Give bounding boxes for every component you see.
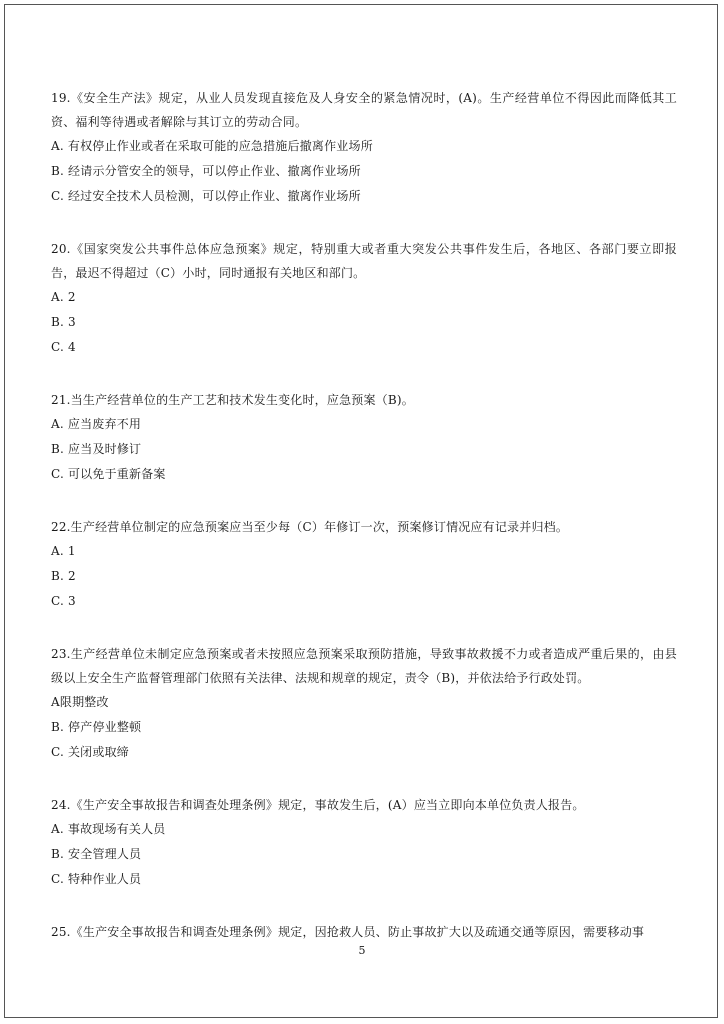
option-c: C. 关闭或取缔 bbox=[51, 745, 129, 759]
question-text: 21.当生产经营单位的生产工艺和技术发生变化时，应急预案（B)。 bbox=[51, 393, 414, 407]
option-a: A. 2 bbox=[51, 290, 76, 304]
option-c: C. 3 bbox=[51, 594, 76, 608]
question-24 bbox=[51, 793, 677, 892]
option-a: A限期整改 bbox=[51, 695, 109, 709]
question-22 bbox=[51, 515, 677, 614]
option-c: C. 经过安全技术人员检测，可以停止作业、撤离作业场所 bbox=[51, 189, 361, 203]
option-b: B. 停产停业整顿 bbox=[51, 720, 142, 734]
option-a: A. 事故现场有关人员 bbox=[51, 822, 166, 836]
option-a: A. 有权停止作业或者在采取可能的应急措施后撤离作业场所 bbox=[51, 139, 373, 153]
question-21 bbox=[51, 388, 677, 487]
document-body bbox=[51, 86, 677, 972]
option-b: B. 3 bbox=[51, 315, 76, 329]
option-b: B. 2 bbox=[51, 569, 76, 583]
question-23 bbox=[51, 642, 677, 765]
option-a: A. 1 bbox=[51, 544, 76, 558]
question-text: 20.《国家突发公共事件总体应急预案》规定，特别重大或者重大突发公共事件发生后，各地区、各部门要立即报告，最迟不得超过（C）小时，同时通报有关地区和部门。 bbox=[51, 242, 677, 280]
question-text: 24.《生产安全事故报告和调查处理条例》规定，事故发生后，(A）应当立即向本单位负责人报告。 bbox=[51, 798, 585, 812]
question-text: 25.《生产安全事故报告和调查处理条例》规定，因抢救人员、防止事故扩大以及疏通交通等原因，需要移动事 bbox=[51, 925, 645, 939]
page-number: 5 bbox=[358, 944, 366, 957]
option-b: B. 应当及时修订 bbox=[51, 442, 142, 456]
option-a: A. 应当废弃不用 bbox=[51, 417, 142, 431]
option-c: C. 特种作业人员 bbox=[51, 872, 142, 886]
question-text: 22.生产经营单位制定的应急预案应当至少每（C）年修订一次，预案修订情况应有记录并归档。 bbox=[51, 520, 569, 534]
question-20 bbox=[51, 237, 677, 360]
question-text: 19.《安全生产法》规定，从业人员发现直接危及人身安全的紧急情况时，(A)。生产经营单位不得因此而降低其工资、福利等待遇或者解除与其订立的劳动合同。 bbox=[51, 91, 677, 129]
question-19 bbox=[51, 86, 677, 209]
option-c: C. 可以免于重新备案 bbox=[51, 467, 166, 481]
option-b: B. 安全管理人员 bbox=[51, 847, 142, 861]
question-25 bbox=[51, 920, 677, 944]
option-b: B. 经请示分管安全的领导，可以停止作业、撤离作业场所 bbox=[51, 164, 361, 178]
question-text: 23.生产经营单位未制定应急预案或者未按照应急预案采取预防措施，导致事故救援不力或者造成严重后果的，由县级以上安全生产监督管理部门依照有关法律、法规和规章的规定，责令（B)，并依法给予行政处罚。 bbox=[51, 647, 677, 685]
option-c: C. 4 bbox=[51, 340, 76, 354]
